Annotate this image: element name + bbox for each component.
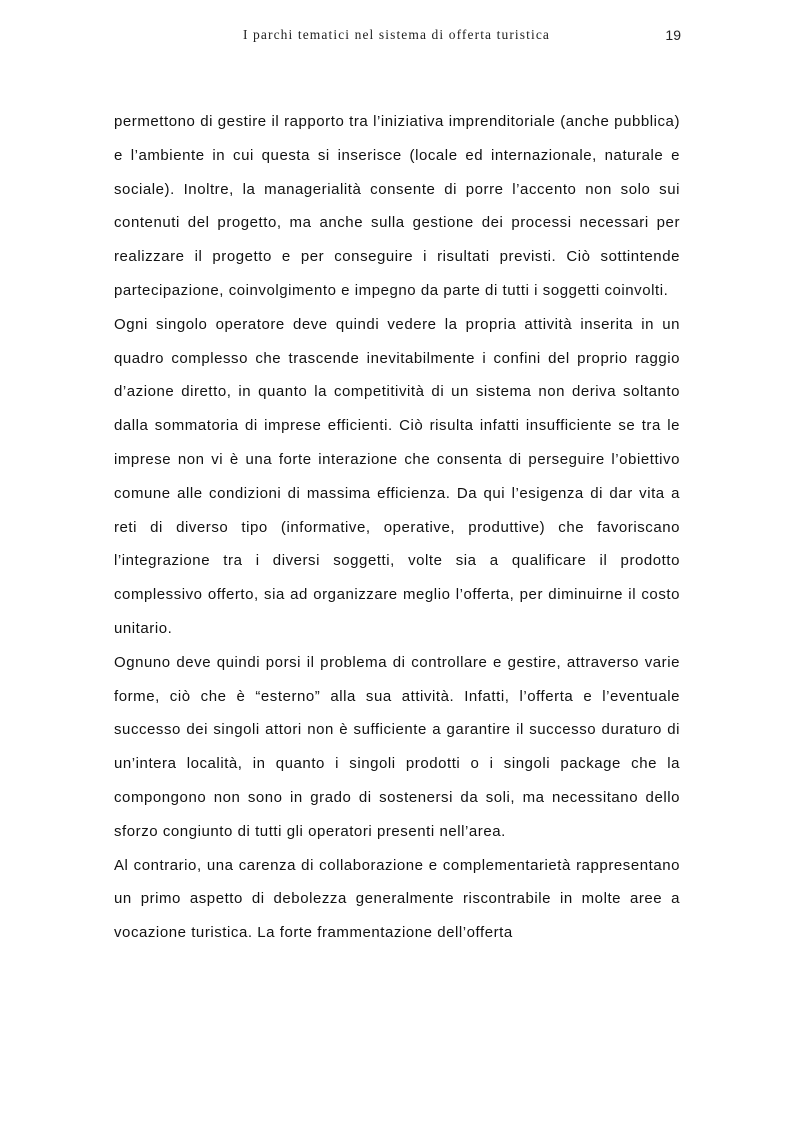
- paragraph: permettono di gestire il rapporto tra l’iniziativa imprenditoriale (anche pubblica) e l’ambiente in cui questa si inserisce (locale ed internazionale, naturale e sociale). Inoltre, la managerialità consente di porre l’accento non solo sui contenuti del progetto, ma anche sulla gestione dei processi necessari per realizzare il progetto e per conseguire i risultati previsti. Ciò sottintende partecipazione, coinvolgimento e impegno da parte di tutti i soggetti coinvolti.: [114, 113, 680, 299]
- page-number: 19: [665, 27, 681, 43]
- running-title: I parchi tematici nel sistema di offerta turistica: [242, 27, 551, 42]
- paragraph: Al contrario, una carenza di collaborazione e complementarietà rappresentano un primo aspetto di debolezza generalmente riscontrabile in molte aree a vocazione turistica. La forte frammentazione dell’offerta: [114, 856, 680, 942]
- paragraph: Ognuno deve quindi porsi il problema di controllare e gestire, attraverso varie forme, ciò che è “esterno” alla sua attività. Infatti, l’offerta e l’eventuale successo dei singoli attori non è sufficiente a garantire il successo duraturo di un’intera località, in quanto i singoli prodotti o i singoli package che la compongono non sono in grado di sostenersi da soli, ma necessitano dello sforzo congiunto di tutti gli operatori presenti nell’area.: [114, 653, 680, 840]
- page-header: [0, 27, 793, 47]
- paragraph: Ogni singolo operatore deve quindi vedere la propria attività inserita in un quadro complesso che trascende inevitabilmente i confini del proprio raggio d’azione diretto, in quanto la competitività di un sistema non deriva soltanto dalla sommatoria di imprese efficienti. Ciò risulta infatti insufficiente se tra le imprese non vi è una forte interazione che consenta di perseguire l’obiettivo comune alle condizioni di massima efficienza. Da qui l’esigenza di dar vita a reti di diverso tipo (informative, operative, produttive) che favoriscano l’integrazione tra i diversi soggetti, volte sia a qualificare il prodotto complessivo offerto, sia ad organizzare meglio l’offerta, per diminuirne il costo unitario.: [114, 315, 680, 637]
- body-text: [114, 105, 680, 950]
